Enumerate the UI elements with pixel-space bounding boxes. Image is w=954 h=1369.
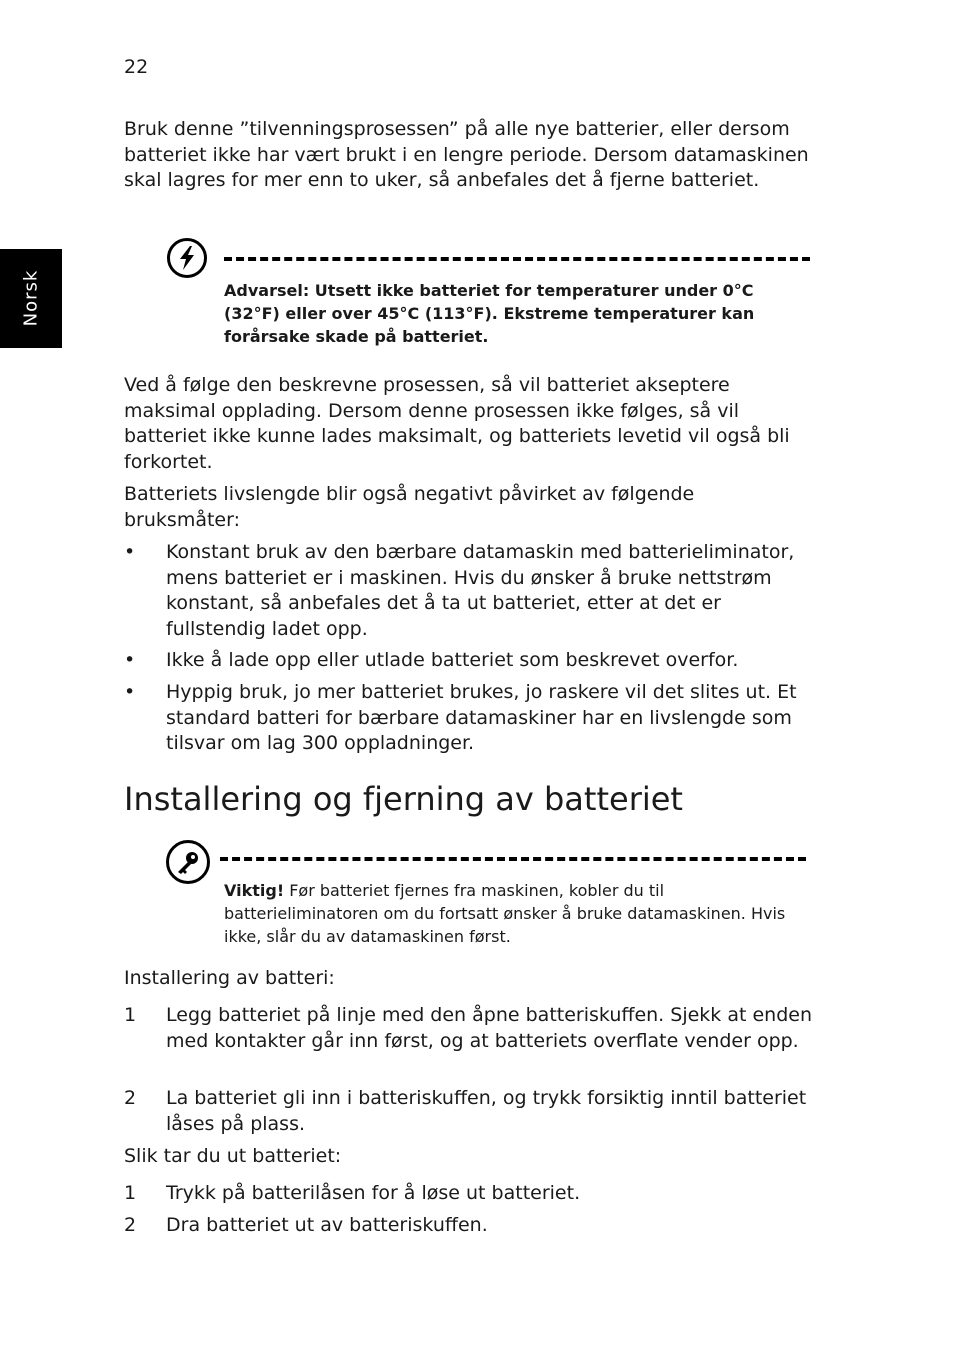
important-text: Før batteriet fjernes fra maskinen, kobler du til batterieliminatoren om du fortsatt ønsker å bruke datamaskinen. Hvis ikke, slår du av datamaskinen først. (224, 881, 786, 946)
list-item: Hyppig bruk, jo mer batteriet brukes, jo raskere vil det slites ut. Et standard batteri for bærbare datamaskiner har en livslengde som tilsvar om lag 300 oppladninger. (166, 681, 797, 755)
install-step: Legg batteriet på linje med den åpne batteriskuffen. Sjekk at enden med kontakter går inn først, og at batteriets overflate vender opp. (166, 1004, 812, 1052)
paragraph-lifespan: Batteriets livslengde blir også negativt påvirket av følgende bruksmåter: (124, 483, 695, 531)
remove-step: Trykk på batterilåsen for å løse ut batteriet. (166, 1182, 581, 1204)
install-step: La batteriet gli inn i batteriskuffen, og trykk forsiktig inntil batteriet låses på plass. (166, 1087, 807, 1135)
important-key-icon (166, 840, 210, 884)
step-number: 2 (124, 1214, 137, 1236)
important-label: Viktig! (224, 881, 285, 900)
step-number: 1 (124, 1182, 137, 1204)
bullet-symbol: • (124, 541, 136, 563)
step-number: 2 (124, 1087, 137, 1109)
side-tab-label: Norsk (20, 269, 42, 327)
remove-title: Slik tar du ut batteriet: (124, 1145, 342, 1167)
warning-lightning-icon (167, 238, 207, 278)
list-item: Konstant bruk av den bærbare datamaskin med batterieliminator, mens batteriet er i maskinen. Hvis du ønsker å bruke nettstrøm konstant, så anbefales det å ta ut batteriet, etter at det er fullstendig ladet opp. (166, 541, 795, 640)
intro-paragraph: Bruk denne ”tilvenningsprosessen” på alle nye batterier, eller dersom batteriet ikke har vært brukt i en lengre periode. Dersom datamaskinen skal lagres for mer enn to uker, så anbefales det å fjerne batteriet. (124, 118, 809, 192)
install-title: Installering av batteri: (124, 967, 335, 989)
section-heading: Installering og fjerning av batteriet (124, 780, 683, 818)
warning-text: Advarsel: Utsett ikke batteriet for temperaturer under 0°C (32°F) eller over 45°C (113°F). Ekstreme temperaturer kan forårsake skade på batteriet. (224, 281, 755, 346)
remove-step: Dra batteriet ut av batteriskuffen. (166, 1214, 488, 1236)
important-divider (220, 857, 806, 861)
language-side-tab (0, 249, 62, 348)
bullet-symbol: • (124, 681, 136, 703)
important-note (224, 879, 814, 948)
list-item: Ikke å lade opp eller utlade batteriet som beskrevet overfor. (166, 649, 739, 671)
paragraph-process: Ved å følge den beskrevne prosessen, så vil batteriet akseptere maksimal opplading. Dersom denne prosessen ikke følges, så vil batteriet ikke kunne lades maksimalt, og batteriets levetid vil også bli forkortet. (124, 374, 790, 473)
warning-divider (224, 257, 810, 261)
page-number: 22 (124, 56, 149, 78)
step-number: 1 (124, 1004, 137, 1026)
bullet-symbol: • (124, 649, 136, 671)
